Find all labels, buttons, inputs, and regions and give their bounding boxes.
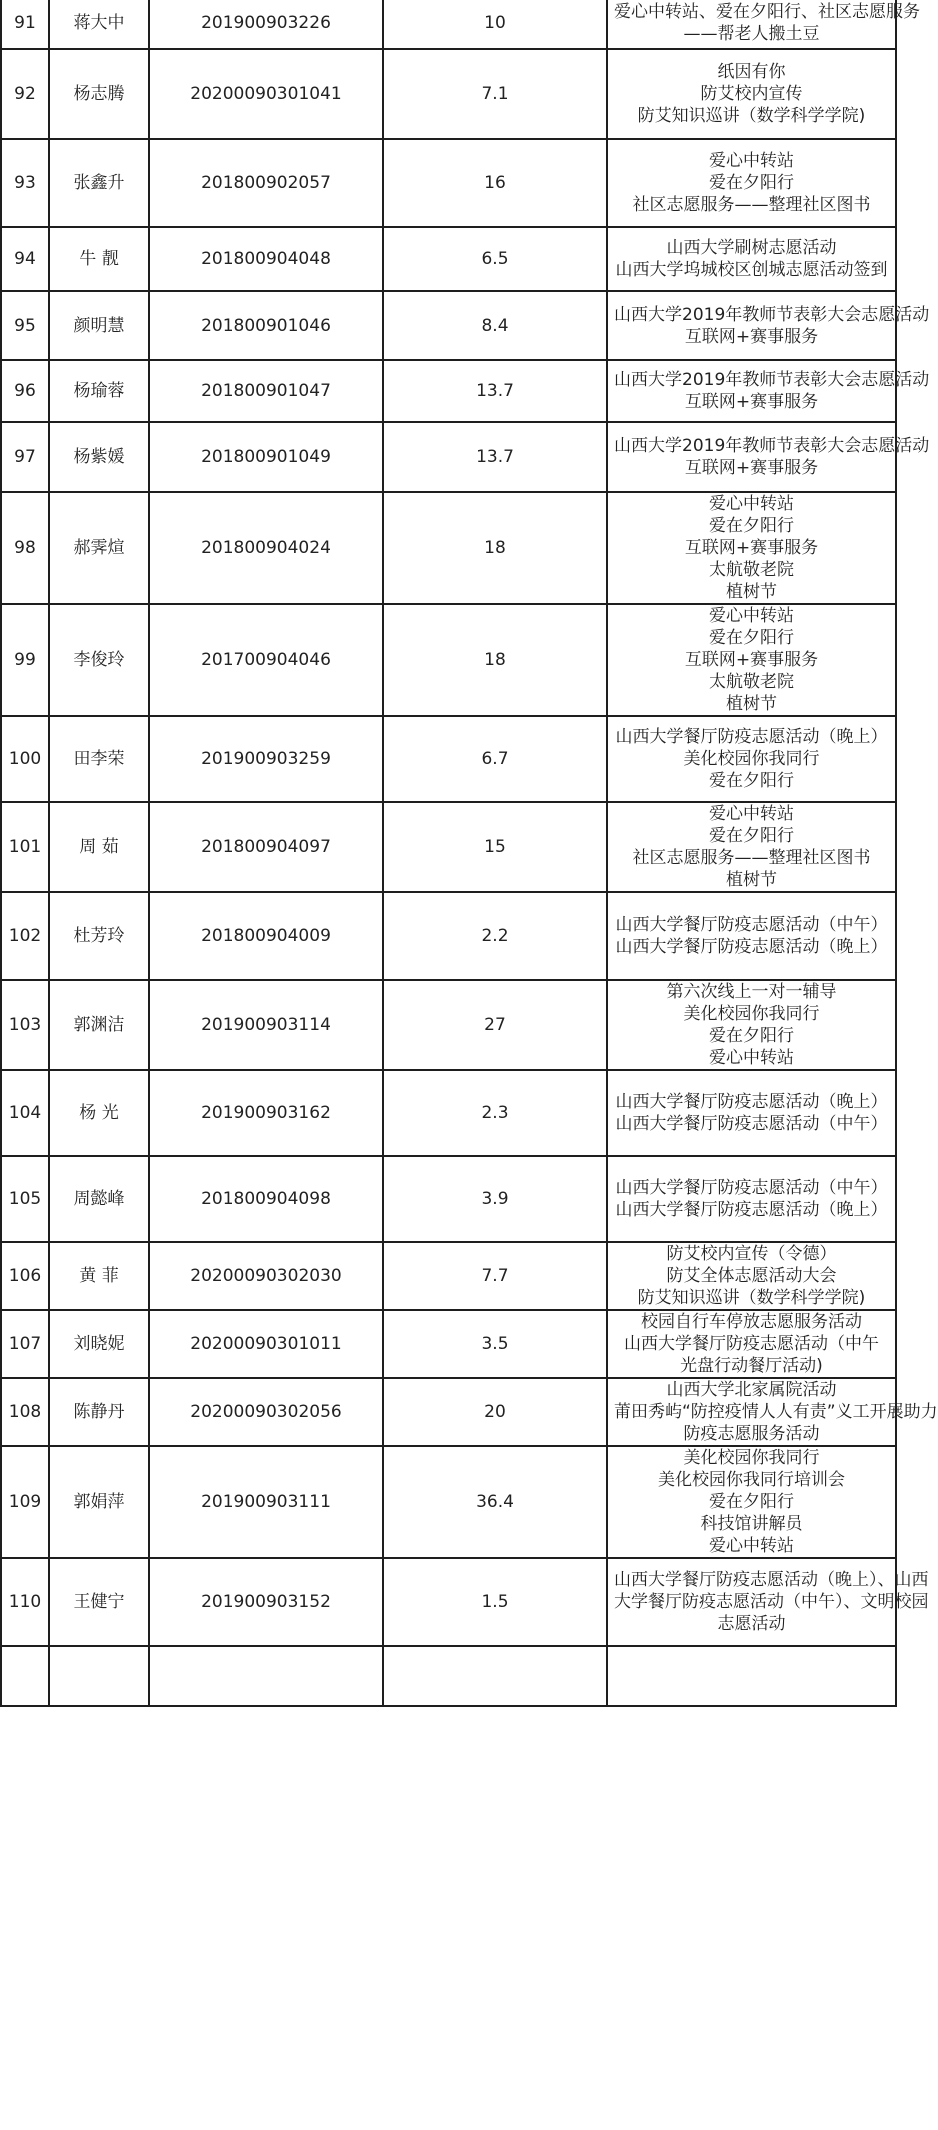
activity-item: 美化校园你我同行培训会	[658, 1470, 845, 1490]
row-number: 96	[1, 360, 49, 422]
volunteer-name: 刘晓妮	[49, 1310, 149, 1378]
table-row	[1, 227, 896, 291]
volunteer-name: 周懿峰	[49, 1156, 149, 1242]
activity-item: 山西大学餐厅防疫志愿活动（晚上）	[615, 1092, 888, 1112]
row-number: 105	[1, 1156, 49, 1242]
activity-list	[607, 802, 896, 892]
activity-item: 互联网+赛事服务	[684, 392, 819, 412]
table-row	[1, 1070, 896, 1156]
activity-item: 山西大学刷树志愿活动	[666, 238, 837, 258]
volunteer-name: 颜明慧	[49, 291, 149, 360]
volunteer-hours: 20	[383, 1378, 607, 1446]
activity-list	[607, 360, 930, 422]
table-row	[1, 980, 896, 1070]
table-row	[1, 716, 896, 802]
activity-list	[607, 1070, 896, 1156]
activity-item: 莆田秀屿“防控疫情人人有责”义工开展助力	[614, 1402, 938, 1422]
volunteer-hours: 7.7	[383, 1242, 607, 1310]
volunteer-hours: 36.4	[383, 1446, 607, 1558]
student-id: 201800901047	[149, 360, 383, 422]
row-number: 101	[1, 802, 49, 892]
table-row	[1, 492, 896, 604]
activity-list	[607, 139, 896, 227]
volunteer-name: 杨瑜蓉	[49, 360, 149, 422]
row-number: 97	[1, 422, 49, 492]
activity-item: 太航敬老院	[709, 672, 794, 692]
volunteer-name: 周 茹	[49, 802, 149, 892]
row-number	[1, 1646, 49, 1706]
table-row	[1, 1446, 896, 1558]
activity-list	[607, 1646, 896, 1706]
activity-item: 山西大学餐厅防疫志愿活动（晚上）、山西	[614, 1570, 929, 1590]
student-id: 201800901049	[149, 422, 383, 492]
activity-item: 志愿活动	[717, 1614, 786, 1634]
table-row	[1, 1558, 896, 1646]
activity-item: 爱在夕阳行	[709, 173, 794, 193]
activity-item: 防艾知识巡讲（数学科学学院)	[637, 106, 866, 126]
activity-item: 爱在夕阳行	[709, 1492, 794, 1512]
student-id: 201900903152	[149, 1558, 383, 1646]
activity-list	[607, 980, 896, 1070]
activity-item: 互联网+赛事服务	[684, 326, 819, 347]
volunteer-name: 杨紫媛	[49, 422, 149, 492]
table-row	[1, 604, 896, 716]
activity-item: 爱心中转站	[709, 804, 794, 824]
volunteer-hours: 18	[383, 492, 607, 604]
student-id: 201800904024	[149, 492, 383, 604]
activity-list	[607, 1310, 896, 1378]
volunteer-hours: 2.3	[383, 1070, 607, 1156]
table-row	[1, 422, 896, 492]
activity-item: 互联网+赛事服务	[684, 650, 819, 670]
activity-item: 山西大学北家属院活动	[666, 1380, 837, 1400]
row-number: 93	[1, 139, 49, 227]
row-number: 91	[1, 0, 49, 49]
student-id: 201800904048	[149, 227, 383, 291]
volunteer-name: 黄 菲	[49, 1242, 149, 1310]
student-id	[149, 1646, 383, 1706]
volunteer-name: 郝霁煊	[49, 492, 149, 604]
activity-item: 山西大学餐厅防疫志愿活动（中午）	[615, 915, 888, 935]
table-row	[1, 1156, 896, 1242]
activity-item: 防艾全体志愿活动大会	[666, 1266, 837, 1286]
volunteer-hours: 10	[383, 0, 607, 49]
activity-item: 校园自行车停放志愿服务活动	[641, 1312, 862, 1332]
activity-list	[607, 422, 930, 492]
activity-item: 防疫志愿服务活动	[683, 1424, 820, 1444]
activity-item: ——帮老人搬土豆	[683, 24, 820, 44]
volunteer-hours: 6.5	[383, 227, 607, 291]
activity-item: 美化校园你我同行	[683, 1448, 820, 1468]
activity-list	[607, 1446, 896, 1558]
activity-item: 防艾校内宣传	[700, 84, 803, 104]
volunteer-name: 郭渊洁	[49, 980, 149, 1070]
table-body	[1, 0, 938, 1706]
volunteer-hours: 13.7	[383, 360, 607, 422]
volunteer-hours: 1.5	[383, 1558, 607, 1646]
volunteer-hours	[383, 1646, 607, 1706]
row-number: 108	[1, 1378, 49, 1446]
table-row	[1, 291, 896, 360]
volunteer-hours: 2.2	[383, 892, 607, 980]
volunteer-name: 李俊玲	[49, 604, 149, 716]
activity-item: 爱心中转站	[709, 1536, 794, 1556]
volunteer-name: 田李荣	[49, 716, 149, 802]
row-number: 103	[1, 980, 49, 1070]
activity-item: 光盘行动餐厅活动)	[680, 1356, 823, 1376]
student-id: 201900903259	[149, 716, 383, 802]
row-number: 106	[1, 1242, 49, 1310]
student-id: 20200090301041	[149, 49, 383, 139]
activity-list	[607, 227, 896, 291]
volunteer-hours: 8.4	[383, 291, 607, 360]
student-id: 201800904009	[149, 892, 383, 980]
activity-item: 山西大学餐厅防疫志愿活动（中午）	[615, 1178, 888, 1198]
table-row	[1, 892, 896, 980]
volunteer-name: 郭娟萍	[49, 1446, 149, 1558]
activity-item: 山西大学餐厅防疫志愿活动（晚上）	[615, 937, 888, 957]
volunteer-name: 王健宁	[49, 1558, 149, 1646]
activity-list	[607, 1378, 938, 1446]
activity-list	[607, 1156, 896, 1242]
volunteer-hours: 3.5	[383, 1310, 607, 1378]
volunteer-name: 牛 靓	[49, 227, 149, 291]
student-id: 201800902057	[149, 139, 383, 227]
table-row	[1, 360, 896, 422]
row-number: 98	[1, 492, 49, 604]
activity-item: 美化校园你我同行	[683, 749, 820, 769]
activity-item: 植树节	[726, 694, 777, 714]
row-number: 104	[1, 1070, 49, 1156]
activity-list	[607, 0, 920, 49]
activity-item: 爱心中转站	[709, 494, 794, 514]
activity-item: 防艾知识巡讲（数学科学学院)	[637, 1288, 866, 1308]
activity-list	[607, 604, 896, 716]
activity-item: 山西大学2019年教师节表彰大会志愿活动	[614, 370, 930, 390]
row-number: 110	[1, 1558, 49, 1646]
table-row	[1, 139, 896, 227]
activity-item: 纸因有你	[717, 62, 786, 82]
volunteer-hours: 7.1	[383, 49, 607, 139]
activity-item: 爱在夕阳行	[709, 628, 794, 648]
volunteer-name: 杜芳玲	[49, 892, 149, 980]
activity-item: 太航敬老院	[709, 560, 794, 580]
activity-list	[607, 1558, 929, 1646]
student-id: 201800904097	[149, 802, 383, 892]
row-number: 100	[1, 716, 49, 802]
activity-item: 山西大学餐厅防疫志愿活动（晚上）	[615, 1200, 888, 1220]
student-id: 201900903162	[149, 1070, 383, 1156]
volunteer-hours: 6.7	[383, 716, 607, 802]
volunteer-name: 杨 光	[49, 1070, 149, 1156]
activity-item: 山西大学餐厅防疫志愿活动（中午）	[615, 1114, 888, 1134]
student-id: 201800901046	[149, 291, 383, 360]
student-id: 201900903114	[149, 980, 383, 1070]
activity-item: 爱在夕阳行	[709, 826, 794, 846]
volunteer-name: 蒋大中	[49, 0, 149, 49]
activity-item: 第六次线上一对一辅导	[666, 982, 837, 1002]
table-row	[1, 1646, 896, 1706]
activity-list	[607, 492, 896, 604]
activity-list	[607, 892, 896, 980]
student-id: 20200090302056	[149, 1378, 383, 1446]
volunteer-hours: 3.9	[383, 1156, 607, 1242]
activity-item: 社区志愿服务——整理社区图书	[632, 195, 871, 215]
volunteer-hours: 27	[383, 980, 607, 1070]
table-row	[1, 802, 896, 892]
volunteer-name: 陈静丹	[49, 1378, 149, 1446]
activity-item: 爱在夕阳行	[709, 516, 794, 536]
volunteer-hours: 15	[383, 802, 607, 892]
activity-list	[607, 716, 896, 802]
activity-list	[607, 1242, 896, 1310]
row-number: 109	[1, 1446, 49, 1558]
row-number: 94	[1, 227, 49, 291]
activity-item: 防艾校内宣传（令德）	[666, 1244, 837, 1264]
activity-item: 爱心中转站、爱在夕阳行、社区志愿服务	[614, 2, 920, 22]
activity-item: 爱在夕阳行	[709, 1026, 794, 1046]
volunteer-hours: 18	[383, 604, 607, 716]
activity-item: 山西大学2019年教师节表彰大会志愿活动	[614, 436, 930, 456]
activity-item: 爱心中转站	[709, 151, 794, 171]
activity-item: 互联网+赛事服务	[684, 458, 819, 478]
row-number: 107	[1, 1310, 49, 1378]
row-number: 99	[1, 604, 49, 716]
activity-list	[607, 291, 930, 360]
activity-item: 美化校园你我同行	[683, 1004, 820, 1024]
activity-item: 科技馆讲解员	[700, 1514, 803, 1534]
table-row	[1, 1378, 896, 1446]
volunteer-name	[49, 1646, 149, 1706]
table-row	[1, 1310, 896, 1378]
activity-item: 植树节	[726, 582, 777, 602]
table-row	[1, 1242, 896, 1310]
activity-item: 大学餐厅防疫志愿活动（中午）、文明校园	[614, 1592, 929, 1612]
activity-item: 山西大学坞城校区创城志愿活动签到	[615, 260, 888, 280]
activity-item: 山西大学2019年教师节表彰大会志愿活动	[614, 304, 930, 325]
activity-item: 社区志愿服务——整理社区图书	[632, 848, 871, 868]
table-row	[1, 49, 896, 139]
row-number: 95	[1, 291, 49, 360]
activity-item: 山西大学餐厅防疫志愿活动（晚上）	[615, 727, 888, 747]
activity-item: 植树节	[726, 870, 777, 890]
student-id: 201700904046	[149, 604, 383, 716]
volunteer-hours: 16	[383, 139, 607, 227]
volunteer-name: 杨志腾	[49, 49, 149, 139]
activity-item: 爱心中转站	[709, 606, 794, 626]
student-id: 20200090301011	[149, 1310, 383, 1378]
student-id: 201900903111	[149, 1446, 383, 1558]
row-number: 102	[1, 892, 49, 980]
activity-item: 爱在夕阳行	[709, 771, 794, 791]
row-number: 92	[1, 49, 49, 139]
student-id: 201800904098	[149, 1156, 383, 1242]
activity-list	[607, 49, 896, 139]
activity-item: 互联网+赛事服务	[684, 538, 819, 558]
activity-item: 爱心中转站	[709, 1048, 794, 1068]
volunteer-hours: 13.7	[383, 422, 607, 492]
volunteer-name: 张鑫升	[49, 139, 149, 227]
student-id: 201900903226	[149, 0, 383, 49]
activity-item: 山西大学餐厅防疫志愿活动（中午	[624, 1334, 879, 1354]
student-id: 20200090302030	[149, 1242, 383, 1310]
table-row	[1, 0, 896, 49]
